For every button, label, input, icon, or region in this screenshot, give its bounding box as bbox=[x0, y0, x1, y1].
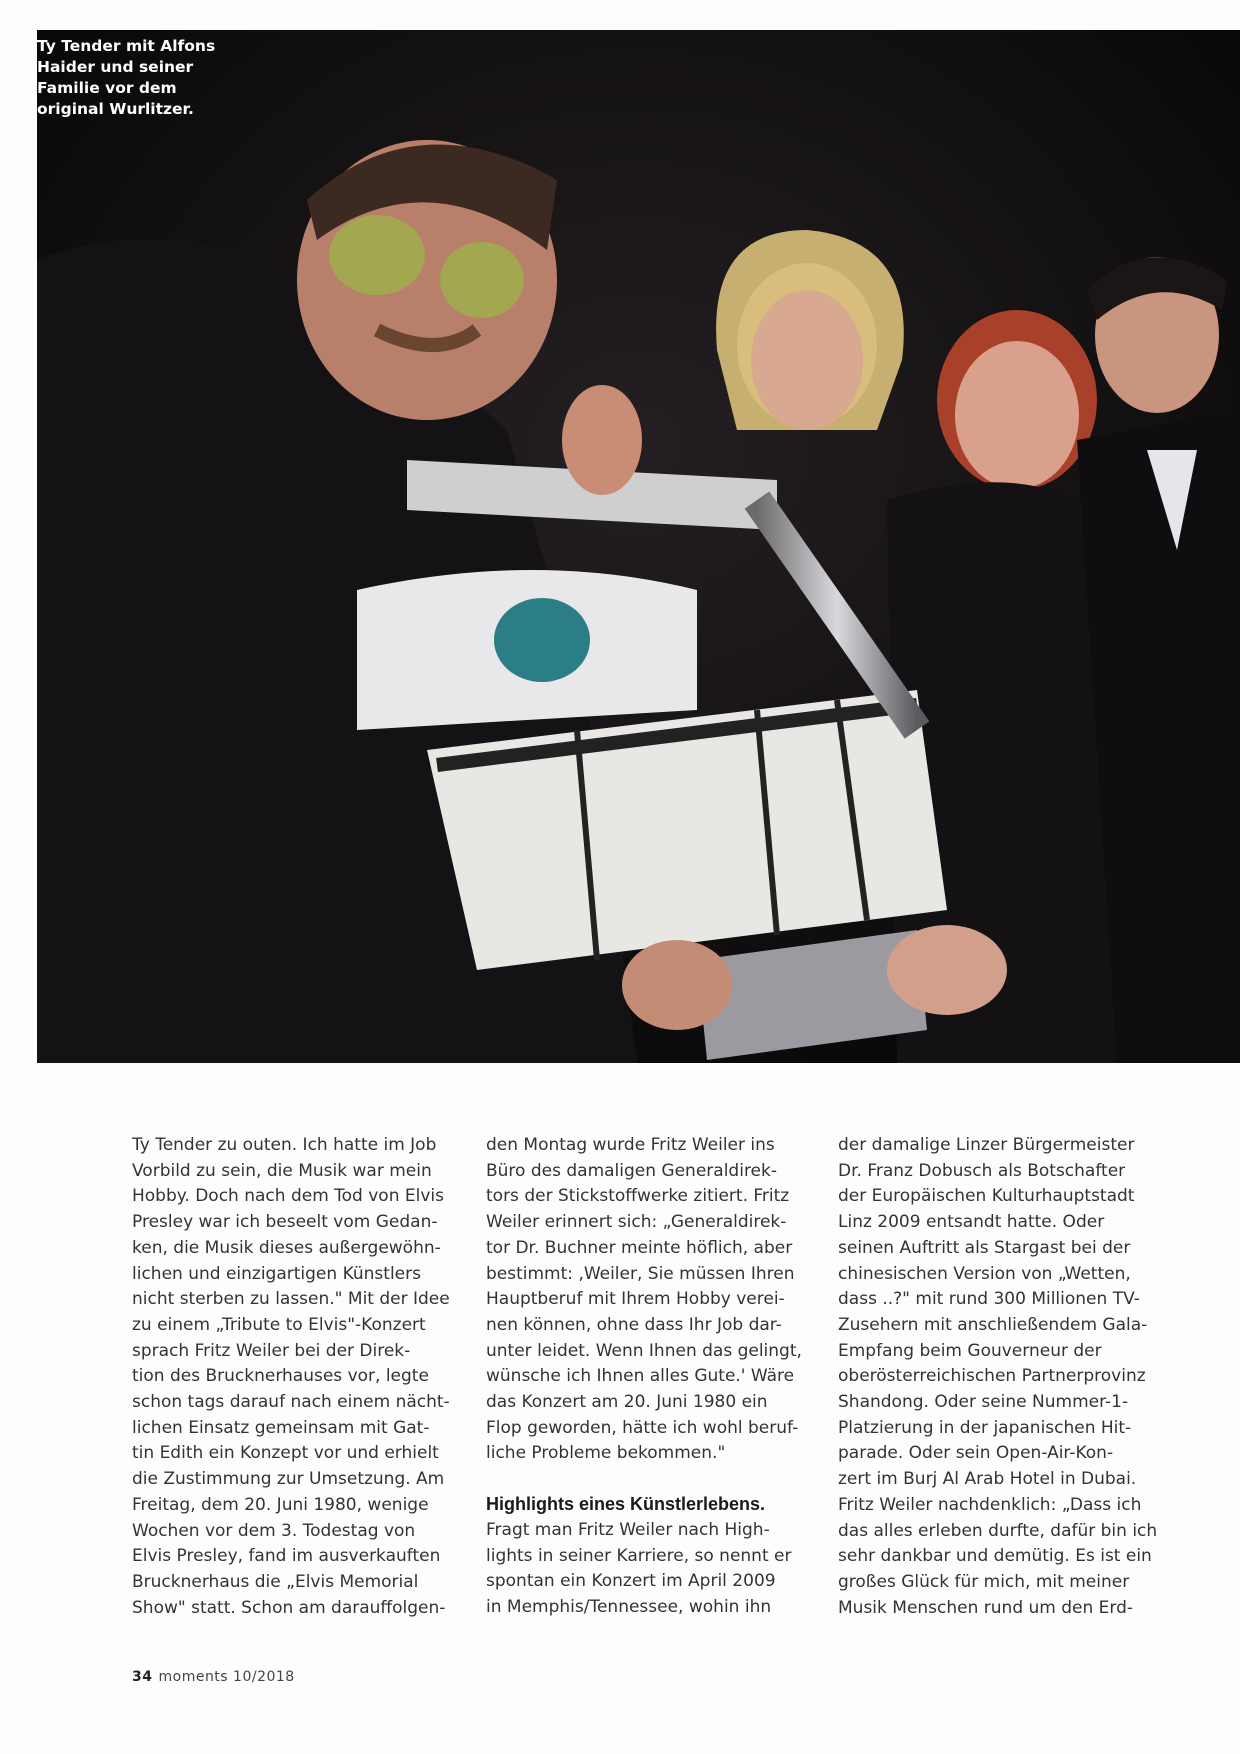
article-line: zu einem „Tribute to Elvis"-Konzert bbox=[132, 1314, 426, 1335]
article-line: tors der Stickstoffwerke zitiert. Fritz bbox=[486, 1186, 790, 1207]
article-line: tin Edith ein Konzept vor und erhielt bbox=[132, 1443, 439, 1464]
article-line: Show" statt. Schon am darauffolgen- bbox=[132, 1597, 446, 1618]
page-number: 34 bbox=[132, 1669, 153, 1685]
article-line: Fragt man Fritz Weiler nach High- bbox=[486, 1519, 770, 1540]
article-line: spontan ein Konzert im April 2009 bbox=[486, 1571, 776, 1592]
article-line: liche Probleme bekommen." bbox=[486, 1443, 726, 1464]
article-line: bestimmt: ‚Weiler, Sie müssen Ihren bbox=[486, 1263, 795, 1284]
section-subheading: Highlights eines Künstlerlebens. bbox=[486, 1494, 766, 1515]
article-line: Zusehern mit anschließendem Gala- bbox=[838, 1314, 1148, 1335]
article-line: wünsche ich Ihnen alles Gute.' Wäre bbox=[486, 1366, 795, 1387]
photo-caption: Ty Tender mit Alfons Haider und seiner Familie vor dem original Wurlitzer. bbox=[37, 37, 216, 118]
article-line: tor Dr. Buchner meinte höflich, aber bbox=[486, 1237, 793, 1258]
article-column-2 bbox=[486, 1133, 811, 1621]
page-footer bbox=[132, 1669, 295, 1685]
article-line: Weiler erinnert sich: „Generaldirek- bbox=[486, 1212, 787, 1233]
article-line: nen können, ohne dass Ihr Job dar- bbox=[486, 1314, 782, 1335]
article-line: Brucknerhaus die „Elvis Memorial bbox=[132, 1571, 419, 1592]
article-line: lichen Einsatz gemeinsam mit Gat- bbox=[132, 1417, 430, 1438]
article-line: chinesischen Version von „Wetten, bbox=[838, 1263, 1131, 1284]
article-line: in Memphis/Tennessee, wohin ihn bbox=[486, 1596, 772, 1617]
article-line: den Montag wurde Fritz Weiler ins bbox=[486, 1135, 775, 1155]
article-line: unter leidet. Wenn Ihnen das gelingt, bbox=[486, 1340, 802, 1361]
article-line: großes Glück für mich, mit meiner bbox=[838, 1571, 1130, 1592]
article-line: Flop geworden, hätte ich wohl beruf- bbox=[486, 1417, 799, 1438]
article-line: schon tags darauf nach einem nächt- bbox=[132, 1392, 450, 1413]
article-line: Wochen vor dem 3. Todestag von bbox=[132, 1520, 416, 1541]
article-line: das Konzert am 20. Juni 1980 ein bbox=[486, 1392, 768, 1413]
article-line: Empfang beim Gouverneur der bbox=[838, 1340, 1102, 1361]
article-line: Presley war ich beseelt vom Gedan- bbox=[132, 1212, 438, 1233]
article-line: Musik Menschen rund um den Erd- bbox=[838, 1597, 1134, 1618]
article-line: parade. Oder sein Open-Air-Kon- bbox=[838, 1443, 1114, 1464]
article-line: Hobby. Doch nach dem Tod von Elvis bbox=[132, 1186, 444, 1207]
article-line: lichen und einzigartigen Künstlers bbox=[132, 1263, 421, 1284]
magazine-issue: moments 10/2018 bbox=[158, 1669, 295, 1685]
article-line: Fritz Weiler nachdenklich: „Dass ich bbox=[838, 1494, 1142, 1515]
article-line: sprach Fritz Weiler bei der Direk- bbox=[132, 1340, 411, 1361]
article-line: Linz 2009 entsandt hatte. Oder bbox=[838, 1212, 1105, 1233]
article-line: Platzierung in der japanischen Hit- bbox=[838, 1417, 1132, 1438]
article-line: Elvis Presley, fand im ausverkauften bbox=[132, 1546, 441, 1567]
article-column-1 bbox=[132, 1133, 457, 1621]
article-line: Shandong. Oder seine Nummer-1- bbox=[838, 1392, 1129, 1413]
article-line: Vorbild zu sein, die Musik war mein bbox=[132, 1160, 432, 1181]
article-line: der damalige Linzer Bürgermeister bbox=[838, 1135, 1135, 1155]
article-line: das alles erleben durfte, dafür bin ich bbox=[838, 1520, 1158, 1541]
article-line: nicht sterben zu lassen." Mit der Idee bbox=[132, 1289, 450, 1310]
article-line: Ty Tender zu outen. Ich hatte im Job bbox=[132, 1135, 437, 1155]
article-column-3 bbox=[838, 1133, 1163, 1621]
article-line: zert im Burj Al Arab Hotel in Dubai. bbox=[838, 1469, 1137, 1490]
article-line: sehr dankbar und demütig. Es ist ein bbox=[838, 1546, 1152, 1567]
article-line: oberösterreichischen Partnerprovinz bbox=[838, 1366, 1146, 1387]
article-line: Freitag, dem 20. Juni 1980, wenige bbox=[132, 1494, 429, 1515]
article-line: dass ..?" mit rund 300 Millionen TV- bbox=[838, 1289, 1140, 1310]
article-line: lights in seiner Karriere, so nennt er bbox=[486, 1545, 792, 1566]
article-line: ken, die Musik dieses außergewöhn- bbox=[132, 1237, 441, 1258]
article-line: tion des Brucknerhauses vor, legte bbox=[132, 1366, 429, 1387]
jukebox-photo bbox=[37, 30, 1240, 1063]
photo-illustration bbox=[37, 30, 1240, 1063]
article-line: Dr. Franz Dobusch als Botschafter bbox=[838, 1160, 1126, 1181]
article-line: Hauptberuf mit Ihrem Hobby verei- bbox=[486, 1289, 785, 1310]
article-line: seinen Auftritt als Stargast bei der bbox=[838, 1237, 1131, 1258]
article-line: die Zustimmung zur Umsetzung. Am bbox=[132, 1469, 445, 1490]
article-line: der Europäischen Kulturhauptstadt bbox=[838, 1186, 1135, 1207]
article-line: Büro des damaligen Generaldirek- bbox=[486, 1160, 777, 1181]
